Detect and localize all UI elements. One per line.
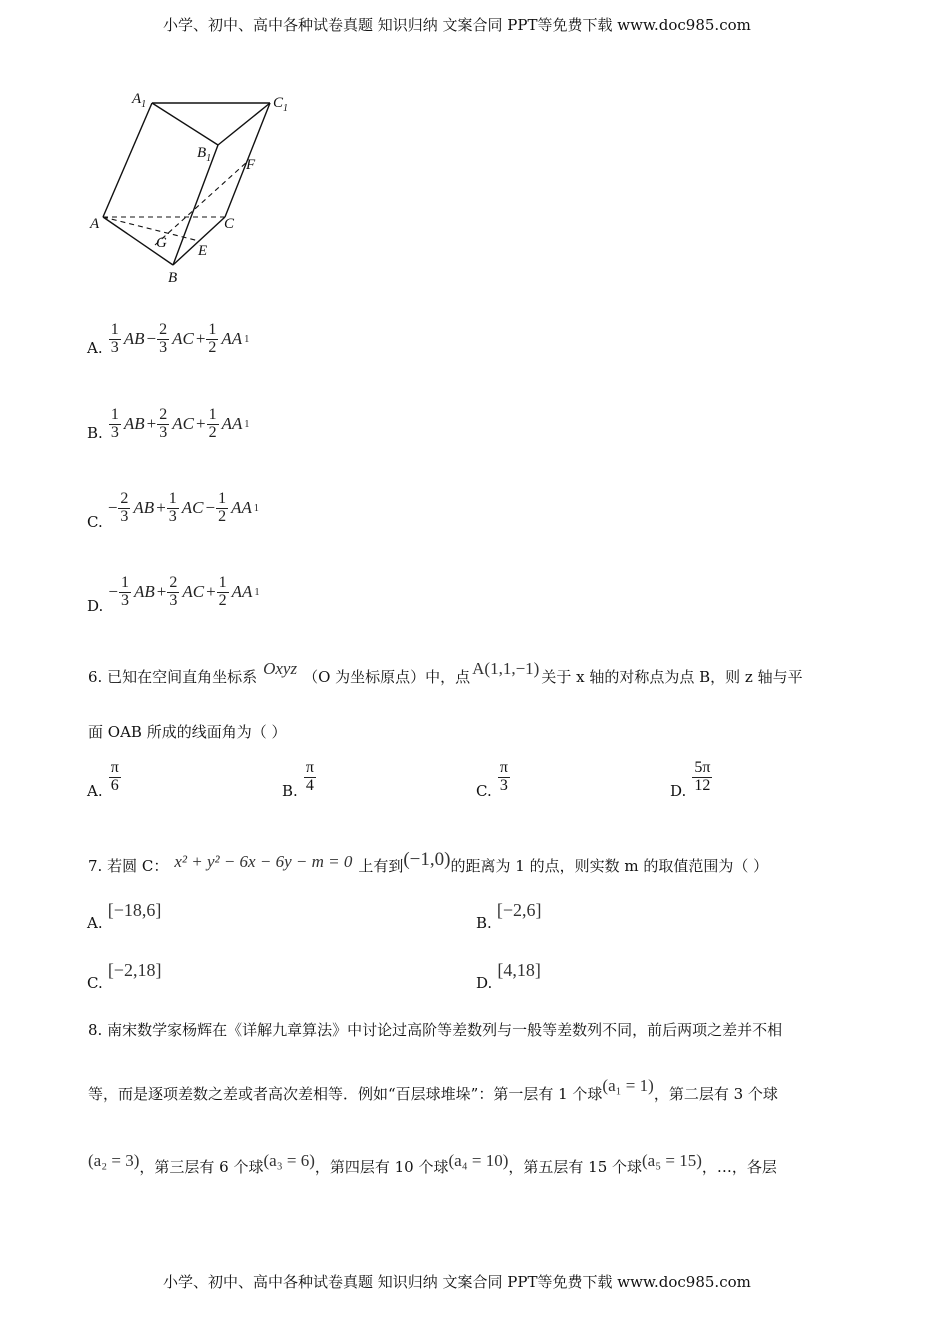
- q6-option-d[interactable]: D. $\frac{5\pi}{12}$: [670, 759, 711, 800]
- q8-stem-line1: 8. 南宋数学家杨辉在《详解九章算法》中讨论过高阶等差数列与一般等差数列不同，前后两项之差并不相: [88, 1021, 783, 1039]
- label-a1: $A_1$: [132, 91, 147, 110]
- label-b1: $B_1$: [197, 145, 212, 164]
- q7-option-a[interactable]: A. [−18,6]: [87, 900, 162, 932]
- q5-option-b[interactable]: B. $\frac{1}{3}$ AB + $\frac{2}{3}$ AC + $\frac{1}{2}$ AA 1: [87, 406, 250, 443]
- q7-option-c[interactable]: C. [−2,18]: [87, 960, 162, 992]
- q5-option-d[interactable]: D. − $\frac{1}{3}$ AB + $\frac{2}{3}$ AC + $\frac{1}{2}$ AA 1: [87, 574, 260, 616]
- label-b: B: [168, 270, 178, 286]
- label-e: E: [198, 243, 208, 259]
- q7-stem: 7. 若圆 C： x² + y² − 6x − 6y − m = 0 上有到(−1,0)的距离为 1 的点，则实数 m 的取值范围为（ ）: [88, 849, 769, 875]
- q5-option-a[interactable]: A. $\frac{1}{3}$ AB − $\frac{2}{3}$ AC + $\frac{1}{2}$ AA 1: [87, 321, 250, 358]
- label-a: A: [90, 216, 100, 232]
- q6-option-a[interactable]: A. $\frac{\pi}{6}$: [87, 759, 119, 800]
- q6-stem-line1: 6. 已知在空间直角坐标系 Oxyz （O 为坐标原点）中，点 A(1,1,−1) 关于 x 轴的对称点为点 B，则 z 轴与平: [88, 659, 803, 686]
- prism-figure: [80, 85, 310, 290]
- q6-stem-line2: 面 OAB 所成的线面角为（ ）: [88, 723, 287, 741]
- page-footer: 小学、初中、高中各种试卷真题 知识归纳 文案合同 PPT等免费下载 www.doc985.com: [163, 1273, 751, 1291]
- q8-stem-line2: 等，而是逐项差数之差或者高次差相等．例如“百层球堆垛”：第一层有 1 个球(a₁ = 1)，第二层有 3 个球: [88, 1076, 778, 1103]
- q6-option-b[interactable]: B. $\frac{\pi}{4}$: [282, 759, 314, 800]
- q7-option-b[interactable]: B. [−2,6]: [476, 900, 542, 932]
- label-c1: $C_1$: [273, 95, 289, 114]
- q6-option-c[interactable]: C. $\frac{\pi}{3}$: [476, 759, 508, 800]
- q7-option-d[interactable]: D. [4,18]: [476, 960, 541, 992]
- label-g: G: [156, 235, 167, 251]
- page-header: 小学、初中、高中各种试卷真题 知识归纳 文案合同 PPT等免费下载 www.doc985.com: [163, 16, 751, 34]
- q5-option-c[interactable]: C. − $\frac{2}{3}$ AB + $\frac{1}{3}$ AC − $\frac{1}{2}$ AA 1: [87, 490, 259, 532]
- label-f: F: [246, 157, 256, 173]
- label-c: C: [224, 216, 235, 232]
- q8-stem-line3: (a₂ = 3)，第三层有 6 个球(a₃ = 6)，第四层有 10 个球(a₄ = 10)，第五层有 15 个球(a₅ = 15)，…，各层: [88, 1151, 777, 1176]
